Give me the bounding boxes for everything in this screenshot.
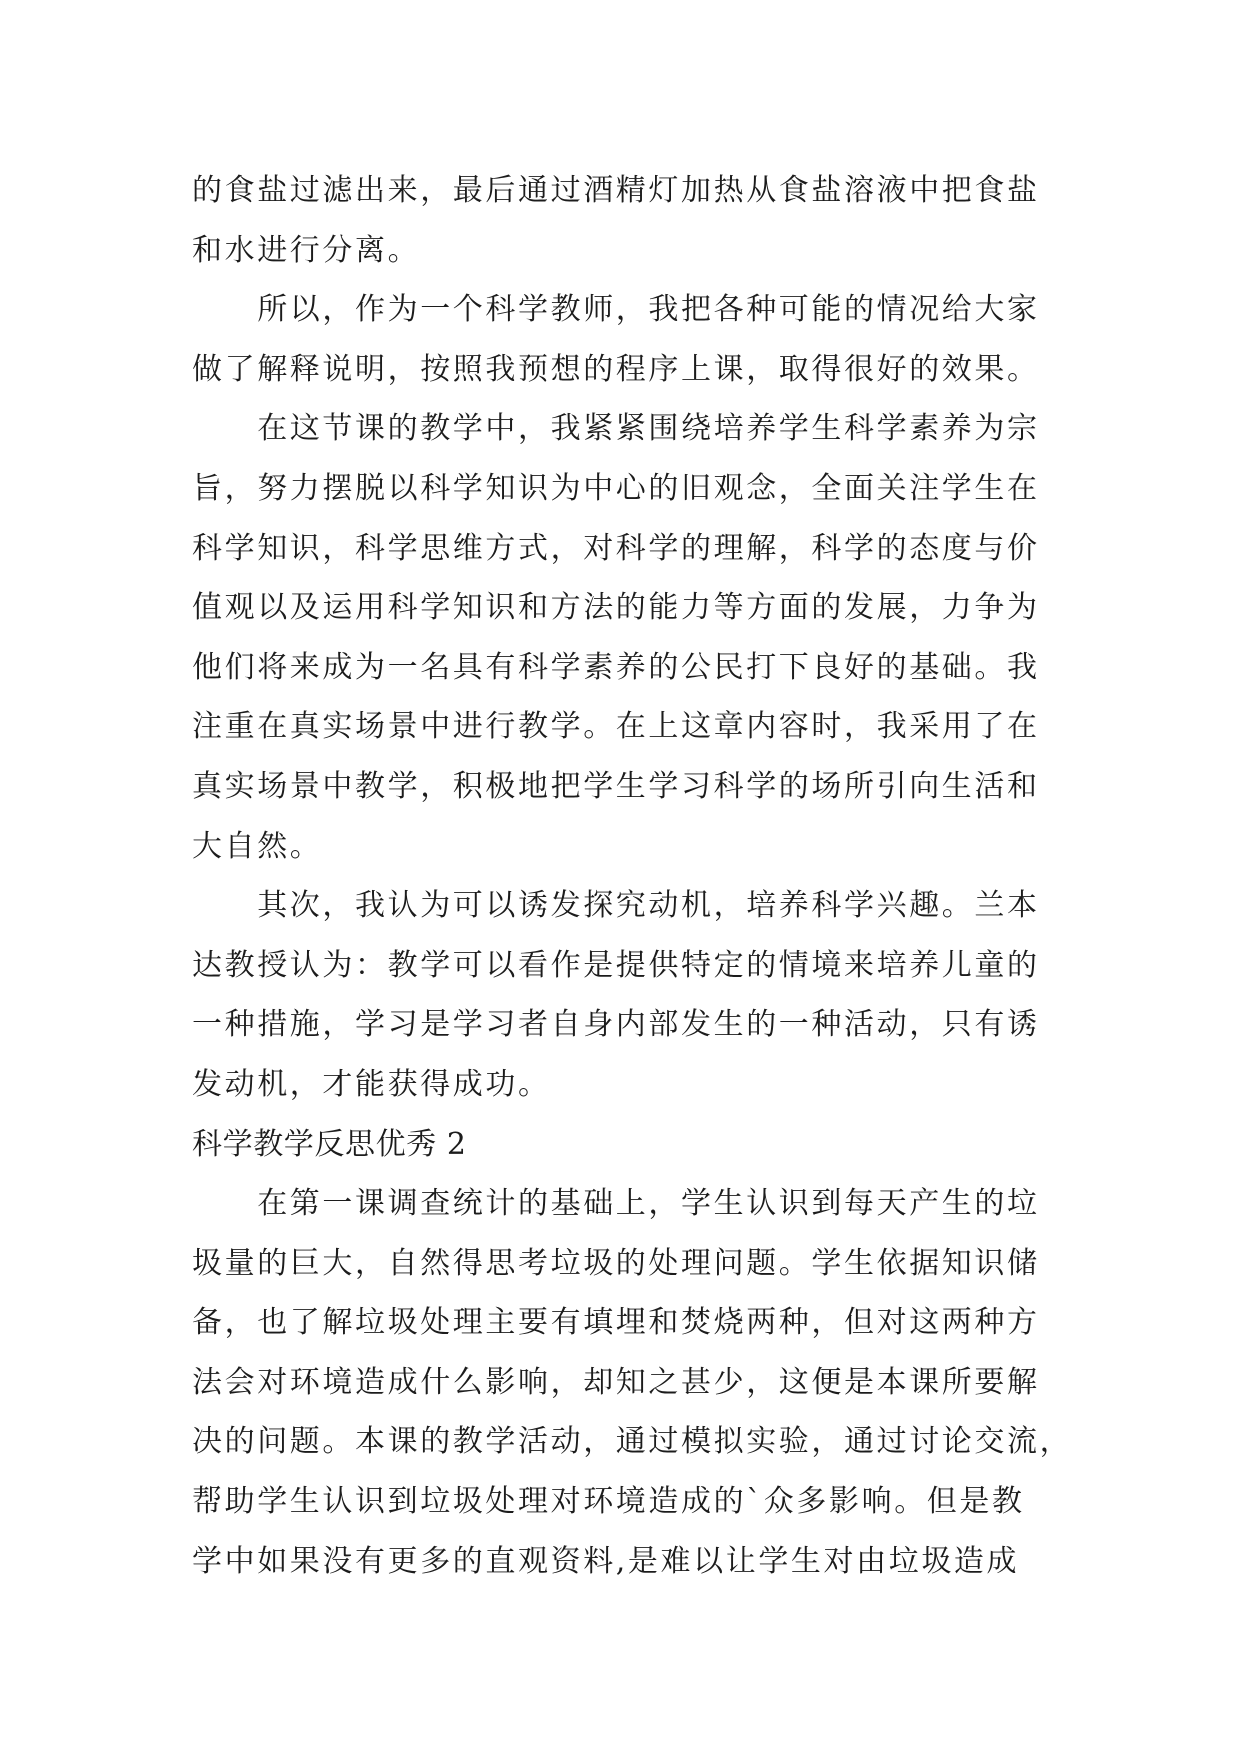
text-line: 在这节课的教学中，我紧紧围绕培养学生科学素养为宗 [192,411,1040,447]
text-line: 和水进行分离。 [192,232,421,268]
text-line: 旨，努力摆脱以科学知识为中心的旧观念，全面关注学生在 [192,470,1040,506]
text-line: 达教授认为：教学可以看作是提供特定的情境来培养儿童的 [192,947,1040,983]
text-line: 学中如果没有更多的直观资料,是难以让学生对由垃圾造成 [192,1543,1020,1579]
text-line: 决的问题。本课的教学活动，通过模拟实验，通过讨论交流， [192,1424,1073,1460]
text-line: 大自然。 [192,828,323,864]
document-body [192,161,1073,1591]
text-line: 真实场景中教学，积极地把学生学习科学的场所引向生活和 [192,768,1040,804]
text-line: 做了解释说明，按照我预想的程序上课，取得很好的效果。 [192,351,1040,387]
text-line: 圾量的巨大，自然得思考垃圾的处理问题。学生依据知识储 [192,1245,1040,1281]
text-line: 在第一课调查统计的基础上，学生认识到每天产生的垃 [192,1186,1040,1222]
text-line: 所以，作为一个科学教师，我把各种可能的情况给大家 [192,292,1040,328]
text-line: 一种措施，学习是学习者自身内部发生的一种活动，只有诱 [192,1007,1040,1043]
text-line: 值观以及运用科学知识和方法的能力等方面的发展，力争为 [192,590,1040,626]
text-line: 他们将来成为一名具有科学素养的公民打下良好的基础。我 [192,649,1040,685]
text-line: 其次，我认为可以诱发探究动机，培养科学兴趣。兰本 [192,888,1040,924]
text-line: 的食盐过滤出来，最后通过酒精灯加热从食盐溶液中把食盐 [192,173,1040,208]
section-heading: 科学教学反思优秀 2 [192,1126,467,1162]
text-line: 帮助学生认识到垃圾处理对环境造成的`众多影响。但是教 [192,1484,1025,1520]
text-line: 备，也了解垃圾处理主要有填埋和焚烧两种，但对这两种方 [192,1305,1040,1341]
text-line: 注重在真实场景中进行教学。在上这章内容时，我采用了在 [192,709,1040,745]
text-line: 法会对环境造成什么影响，却知之甚少，这便是本课所要解 [192,1364,1040,1400]
text-line: 发动机，才能获得成功。 [192,1066,551,1102]
text-line: 科学知识，科学思维方式，对科学的理解，科学的态度与价 [192,530,1040,566]
